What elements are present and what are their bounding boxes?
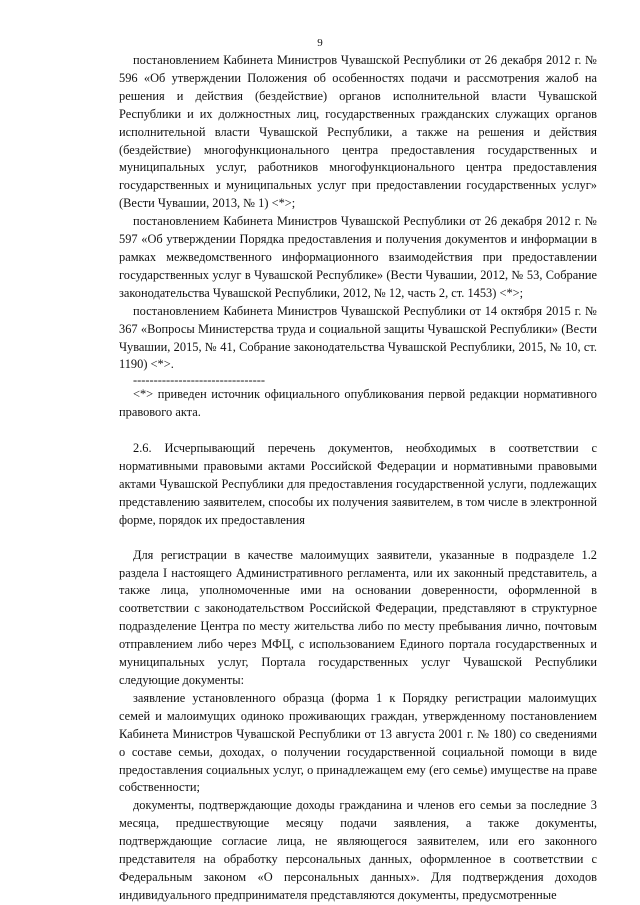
section-heading: 2.6. Исчерпывающий перечень документов, необходимых в соответствии с нормативными правовыми актами Российской Федерации и нормативными правовыми актами Чувашской Республики для предоставления государственной услуги, подлежащих представлению заявителем, способы их получения заявителем, в том числе в электронной форме, порядок их предоставления xyxy=(119,441,597,527)
paragraph-application-form: заявление установленного образца (форма 1 к Порядку регистрации малоимущих семей и малоимущих одиноко проживающих граждан, утвержденному постановлением Кабинета Министров Чувашской Республики от 13 августа 2001 г. № 180) со сведениями о составе семьи, доходах, о получении государственной социальной помощи в виде предоставления социальных услуг, о принадлежащем ему (его семье) имуществе на праве собственности; xyxy=(119,690,597,795)
page-number: 9 xyxy=(317,37,323,49)
paragraph-income-documents: документы, подтверждающие доходы гражданина и членов его семьи за последние 3 месяца, предшествующие месяцу подачи заявления, а также документы, подтверждающие согласие лица, не являющегося заявителем, или его законного представителя на обработку персональных данных, оформленное в соответствии с Федеральным законом «О персональных данных». Для подтверждения доходов индивидуального предпринимателя представляются документы, предусмотренные xyxy=(119,798,597,902)
footnote-divider: -------------------------------- xyxy=(133,374,266,387)
paragraph-registration: Для регистрации в качестве малоимущих заявители, указанные в подразделе 1.2 раздела I настоящего Административного регламента, или их законный представитель, а также лица, уполномоченные ими на основании доверенности, оформленной в соответствии с законодательством Российской Федерации, представляют в структурное подразделение Центра по месту жительства либо по месту пребывания лично, почтовым отправлением либо через МФЦ, с использованием Единого портала государственных и муниципальных услуг, Портала государственных услуг Чувашской Республики следующие документы: xyxy=(119,547,597,687)
paragraph-resolution-597: постановлением Кабинета Министров Чувашской Республики от 26 декабря 2012 г. № 597 «Об утверждении Порядка предоставления и получения документов и информации в рамках межведомственного информационного взаимодействия при предоставлении государственных услуг в Чувашской Республике» (Вести Чувашии, 2012, № 53, Собрание законодательства Чувашской Республики, 2012, № 12, часть 2, ст. 1453) <*>; xyxy=(119,214,597,300)
footnote: <*> приведен источник официального опубликования первой редакции нормативного правового акта. xyxy=(119,387,597,420)
document-body xyxy=(119,52,597,905)
paragraph-resolution-367: постановлением Кабинета Министров Чувашской Республики от 14 октября 2015 г. № 367 «Вопросы Министерства труда и социальной защиты Чувашской Республики» (Вести Чувашии, 2015, № 41, Собрание законодательства Чувашской Республики, 2015, № 10, ст. 1190) <*>. xyxy=(119,303,597,372)
paragraph-resolution-596: постановлением Кабинета Министров Чувашской Республики от 26 декабря 2012 г. № 596 «Об утверждении Положения об особенностях подачи и рассмотрения жалоб на решения и действия (бездействие) органов исполнительной власти Чувашской Республики и их должностных лиц, государственных гражданских служащих органов исполнительной власти Чувашской Республики, а также на решения и действия (бездействие) многофункционального центра предоставления государственных и муниципальных услуг, работников многофункционального центра предоставления государственных и муниципальных услуг при предоставлении государственных услуг» (Вести Чувашии, 2013, № 1) <*>; xyxy=(119,53,597,211)
